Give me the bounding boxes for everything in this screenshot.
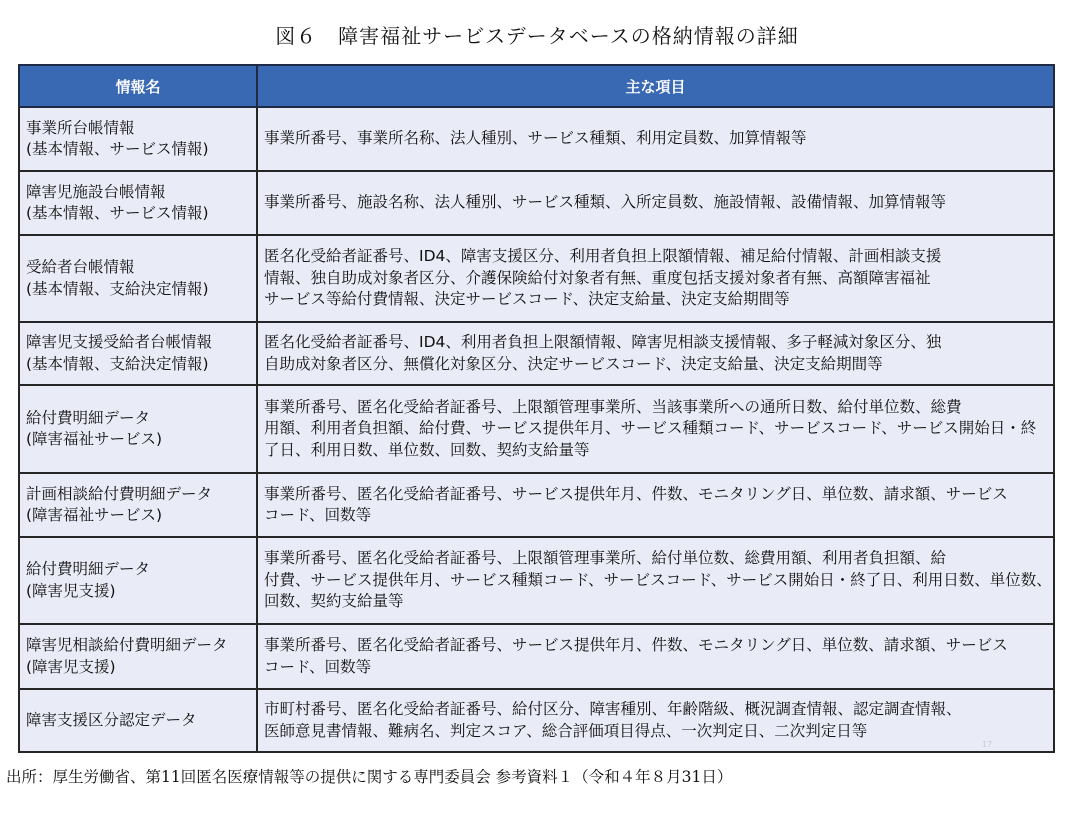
page-number: 17 [982,740,993,749]
main-items-line: 回数、契約支給量等 [264,592,404,611]
main-items-line: 匿名化受給者証番号、ID4、障害支援区分、利用者負担上限額情報、補足給付情報、計画相談支援 [264,247,942,266]
main-items-cell [257,107,1054,171]
info-name-cell [19,473,257,537]
info-name-line: 障害支援区分認定データ [26,710,197,729]
info-name-line: 障害児支援受給者台帳情報 [26,333,213,351]
main-items-cell [257,235,1054,322]
main-items-line: 事業所番号、匿名化受給者証番号、上限額管理事業所、当該事業所への通所日数、給付単位数、総費 [264,397,962,416]
info-name-line: 障害児相談給付費明細データ [26,636,228,654]
main-items-cell [257,171,1054,235]
data-table [18,64,1055,753]
info-name-line: (障害福祉サービス) [26,430,163,448]
info-name-line: (障害児支援) [26,657,116,676]
info-name-cell [19,235,257,322]
table-row [19,322,1054,385]
main-items-cell [257,385,1054,473]
main-items-cell [257,473,1054,537]
info-name-cell [19,537,257,624]
info-name-line: 障害児施設台帳情報 [26,182,166,201]
info-name-cell [19,322,257,385]
info-name-line: (基本情報、支給決定情報) [26,279,209,298]
main-items-line: コード、回数等 [264,506,372,524]
info-name-line: 事業所台帳情報 [26,118,135,137]
info-name-line: (基本情報、サービス情報) [26,140,209,158]
main-items-line: 用額、利用者負担額、給付費、サービス提供年月、サービス種類コード、サービスコード、サービス開始日・終 [264,419,1037,438]
table-row [19,171,1054,235]
table-row [19,537,1054,624]
info-name-cell [19,385,257,473]
main-items-line: 了日、利用日数、単位数、回数、契約支給量等 [264,440,590,459]
main-items-line: サービス等給付費情報、決定サービスコード、決定支給量、決定支給期間等 [264,290,790,309]
info-name-cell [19,107,257,171]
main-items-line: 匿名化受給者証番号、ID4、利用者負担上限額情報、障害児相談支援情報、多子軽減対象区分、独 [264,333,942,351]
header-main-items: 主な項目 [257,65,1054,107]
main-items-cell [257,624,1054,689]
main-items-line: 事業所番号、匿名化受給者証番号、上限額管理事業所、給付単位数、総費用額、利用者負担額、給 [264,549,947,568]
info-name-line: 給付費明細データ [26,408,151,427]
table-row [19,473,1054,537]
table-header-row [19,65,1054,107]
info-name-line: (障害児支援) [26,581,116,600]
main-items-line: 医師意見書情報、難病名、判定スコア、総合評価項目得点、一次判定日、二次判定日等 [264,721,868,740]
info-name-cell [19,624,257,689]
main-items-line: 事業所番号、施設名称、法人種別、サービス種類、入所定員数、施設情報、設備情報、加算情報等 [264,193,947,212]
table-row [19,689,1054,752]
main-items-cell [257,689,1054,752]
main-items-line: コード、回数等 [264,657,372,676]
info-name-cell [19,689,257,752]
main-items-line: 事業所番号、匿名化受給者証番号、サービス提供年月、件数、モニタリング日、単位数、請求額、サービス [264,636,1008,654]
main-items-line: 情報、独自助成対象者区分、介護保険給付対象者有無、重度包括支援対象者有無、高額障害福祉 [264,268,931,287]
main-items-line: 付費、サービス提供年月、サービス種類コード、サービスコード、サービス開始日・終了日、利用日数、単位数、 [264,570,1052,589]
table-row [19,107,1054,171]
info-name-line: 受給者台帳情報 [26,258,135,276]
main-items-line: 自助成対象者区分、無償化対象区分、決定サービスコード、決定支給量、決定支給期間等 [264,354,883,373]
info-name-cell [19,171,257,235]
header-info-name: 情報名 [19,65,257,107]
source-note: 出所：厚生労働省、第11回匿名医療情報等の提供に関する専門委員会 参考資料１（令和４年８月31日） [6,768,733,786]
main-items-cell [257,322,1054,385]
info-name-line: (基本情報、支給決定情報) [26,354,209,373]
table-row [19,385,1054,473]
main-items-line: 事業所番号、事業所名称、法人種別、サービス種類、利用定員数、加算情報等 [264,129,807,148]
table-row [19,624,1054,689]
table-row [19,235,1054,322]
main-items-cell [257,537,1054,624]
info-name-line: (障害福祉サービス) [26,506,163,524]
info-name-line: 給付費明細データ [26,560,151,578]
info-name-line: (基本情報、サービス情報) [26,204,209,222]
info-name-line: 計画相談給付費明細データ [26,484,213,503]
figure-title: 図６ 障害福祉サービスデータベースの格納情報の詳細 [275,24,799,48]
main-items-line: 市町村番号、匿名化受給者証番号、給付区分、障害種別、年齢階級、概況調査情報、認定調査情報、 [264,700,962,718]
main-items-line: 事業所番号、匿名化受給者証番号、サービス提供年月、件数、モニタリング日、単位数、請求額、サービス [264,484,1008,503]
